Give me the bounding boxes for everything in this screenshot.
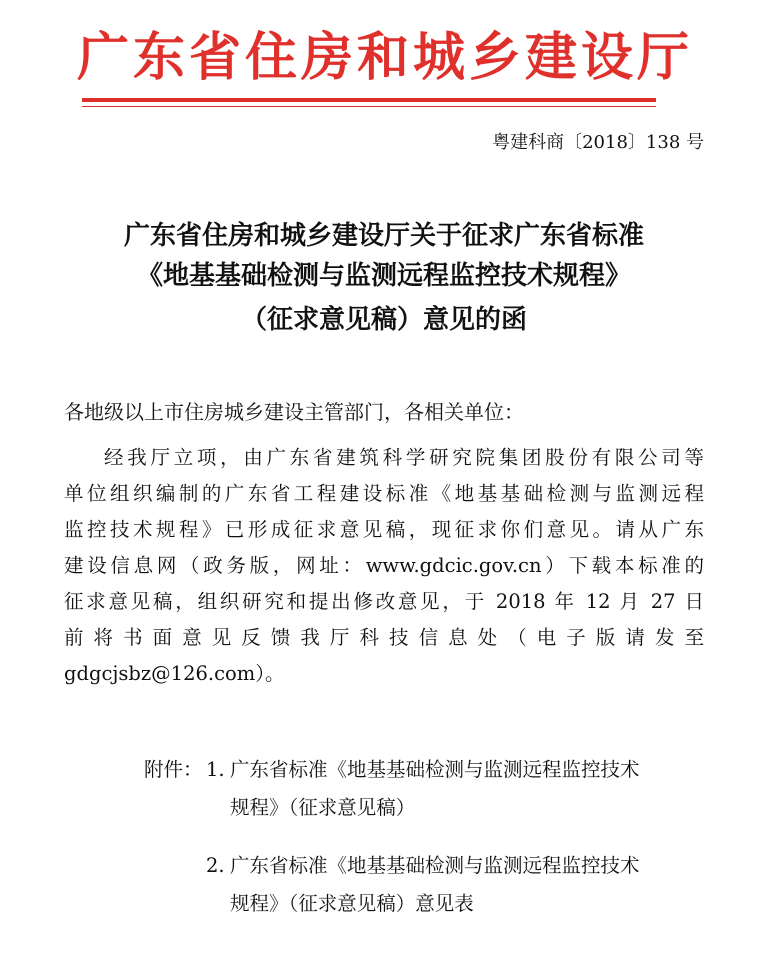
document-title-line-3: （征求意见稿）意见的函 (240, 305, 527, 335)
attachment-title-line: 广东省标准《地基基础检测与监测远程监控技术 (230, 854, 640, 877)
document-title-line-1: 广东省住房和城乡建设厅关于征求广东省标准 (123, 221, 644, 251)
letterhead-rule-thick (82, 98, 656, 102)
body-line: 单位组织编制的广东省工程建设标准《地基基础检测与监测远程 (64, 482, 704, 505)
attachments-label: 附件： (144, 758, 203, 781)
body-line: 经我厅立项，由广东省建筑科学研究院集团股份有限公司等 (104, 446, 704, 469)
salutation: 各地级以上市住房城乡建设主管部门，各相关单位： (64, 400, 524, 424)
body-line: 征求意见稿，组织研究和提出修改意见，于 2018 年 12 月 27 日 (64, 590, 704, 613)
document-number: 粤建科商〔2018〕138 号 (492, 132, 704, 153)
letterhead-rule-thin (82, 106, 656, 107)
body-line: 建设信息网（政务版，网址：www.gdcic.gov.cn）下载本标准的 (64, 554, 704, 577)
body-line: 监控技术规程》已形成征求意见稿，现征求你们意见。请从广东 (64, 518, 704, 541)
attachment-title-line: 广东省标准《地基基础检测与监测远程监控技术 (230, 758, 640, 781)
document-title-line-2: 《地基基础检测与监测远程监控技术规程》 (136, 261, 631, 291)
attachment-number: 2. (206, 854, 225, 877)
body-line: gdgcjsbz@126.com）。 (64, 662, 285, 685)
letterhead-title: 广东省住房和城乡建设厅 (76, 28, 693, 88)
attachment-number: 1. (206, 758, 225, 781)
attachment-title-line: 规程》（征求意见稿） (230, 796, 416, 819)
body-line: 前将书面意见反馈我厅科技信息处（电子版请发至 (64, 626, 704, 649)
attachment-title-line: 规程》（征求意见稿）意见表 (230, 892, 474, 915)
